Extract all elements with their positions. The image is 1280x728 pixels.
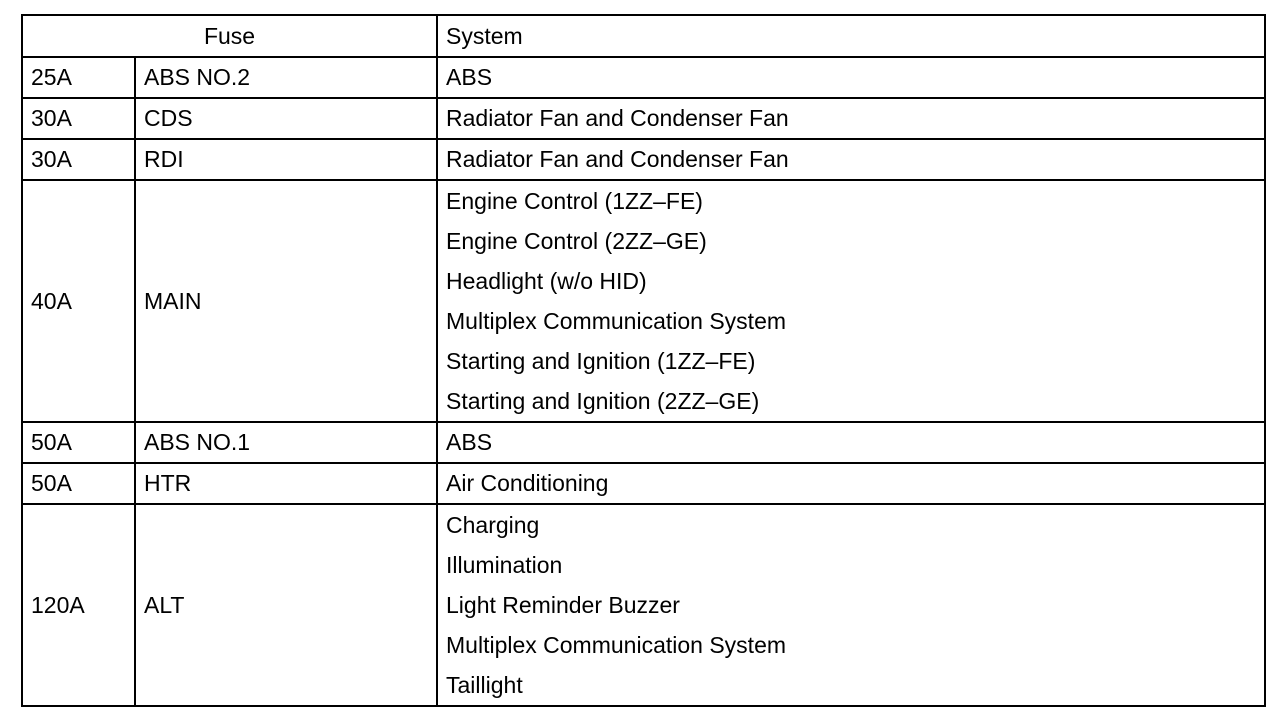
fuse-amperage: 120A (22, 504, 135, 706)
system-item: Starting and Ignition (1ZZ–FE) (446, 348, 756, 374)
fuse-name: HTR (135, 463, 437, 504)
table-row (22, 98, 1265, 139)
system-item: Starting and Ignition (2ZZ–GE) (446, 388, 760, 414)
fuse-name: ABS NO.2 (135, 57, 437, 98)
table-row (22, 463, 1265, 504)
fuse-name: ABS NO.1 (135, 422, 437, 463)
table-row (22, 504, 1265, 706)
system-cell (437, 504, 1265, 706)
system-item: Illumination (446, 552, 563, 578)
system-cell (437, 180, 1265, 422)
system-item: Taillight (446, 672, 523, 698)
table-row (22, 139, 1265, 180)
system-cell: ABS (437, 57, 1265, 98)
fuse-amperage: 30A (22, 139, 135, 180)
fuse-amperage: 30A (22, 98, 135, 139)
system-cell: Radiator Fan and Condenser Fan (437, 139, 1265, 180)
fuse-name: CDS (135, 98, 437, 139)
system-item: Headlight (w/o HID) (446, 268, 647, 294)
fuse-name: RDI (135, 139, 437, 180)
fuse-amperage: 25A (22, 57, 135, 98)
fuse-column-header: Fuse (22, 15, 437, 57)
system-item: Light Reminder Buzzer (446, 592, 680, 618)
fuse-table (21, 14, 1266, 707)
system-cell: ABS (437, 422, 1265, 463)
system-item: Engine Control (1ZZ–FE) (446, 188, 703, 214)
system-item: Multiplex Communication System (446, 308, 787, 334)
table-row (22, 422, 1265, 463)
fuse-name: ALT (135, 504, 437, 706)
system-cell: Air Conditioning (437, 463, 1265, 504)
system-column-header: System (437, 15, 1265, 57)
table-row (22, 57, 1265, 98)
fuse-amperage: 40A (22, 180, 135, 422)
fuse-amperage: 50A (22, 422, 135, 463)
table-row (22, 180, 1265, 422)
system-item: Engine Control (2ZZ–GE) (446, 228, 707, 254)
fuse-amperage: 50A (22, 463, 135, 504)
system-cell: Radiator Fan and Condenser Fan (437, 98, 1265, 139)
system-item: Charging (446, 512, 540, 538)
table-header-row (22, 15, 1265, 57)
system-item: Multiplex Communication System (446, 632, 787, 658)
fuse-name: MAIN (135, 180, 437, 422)
